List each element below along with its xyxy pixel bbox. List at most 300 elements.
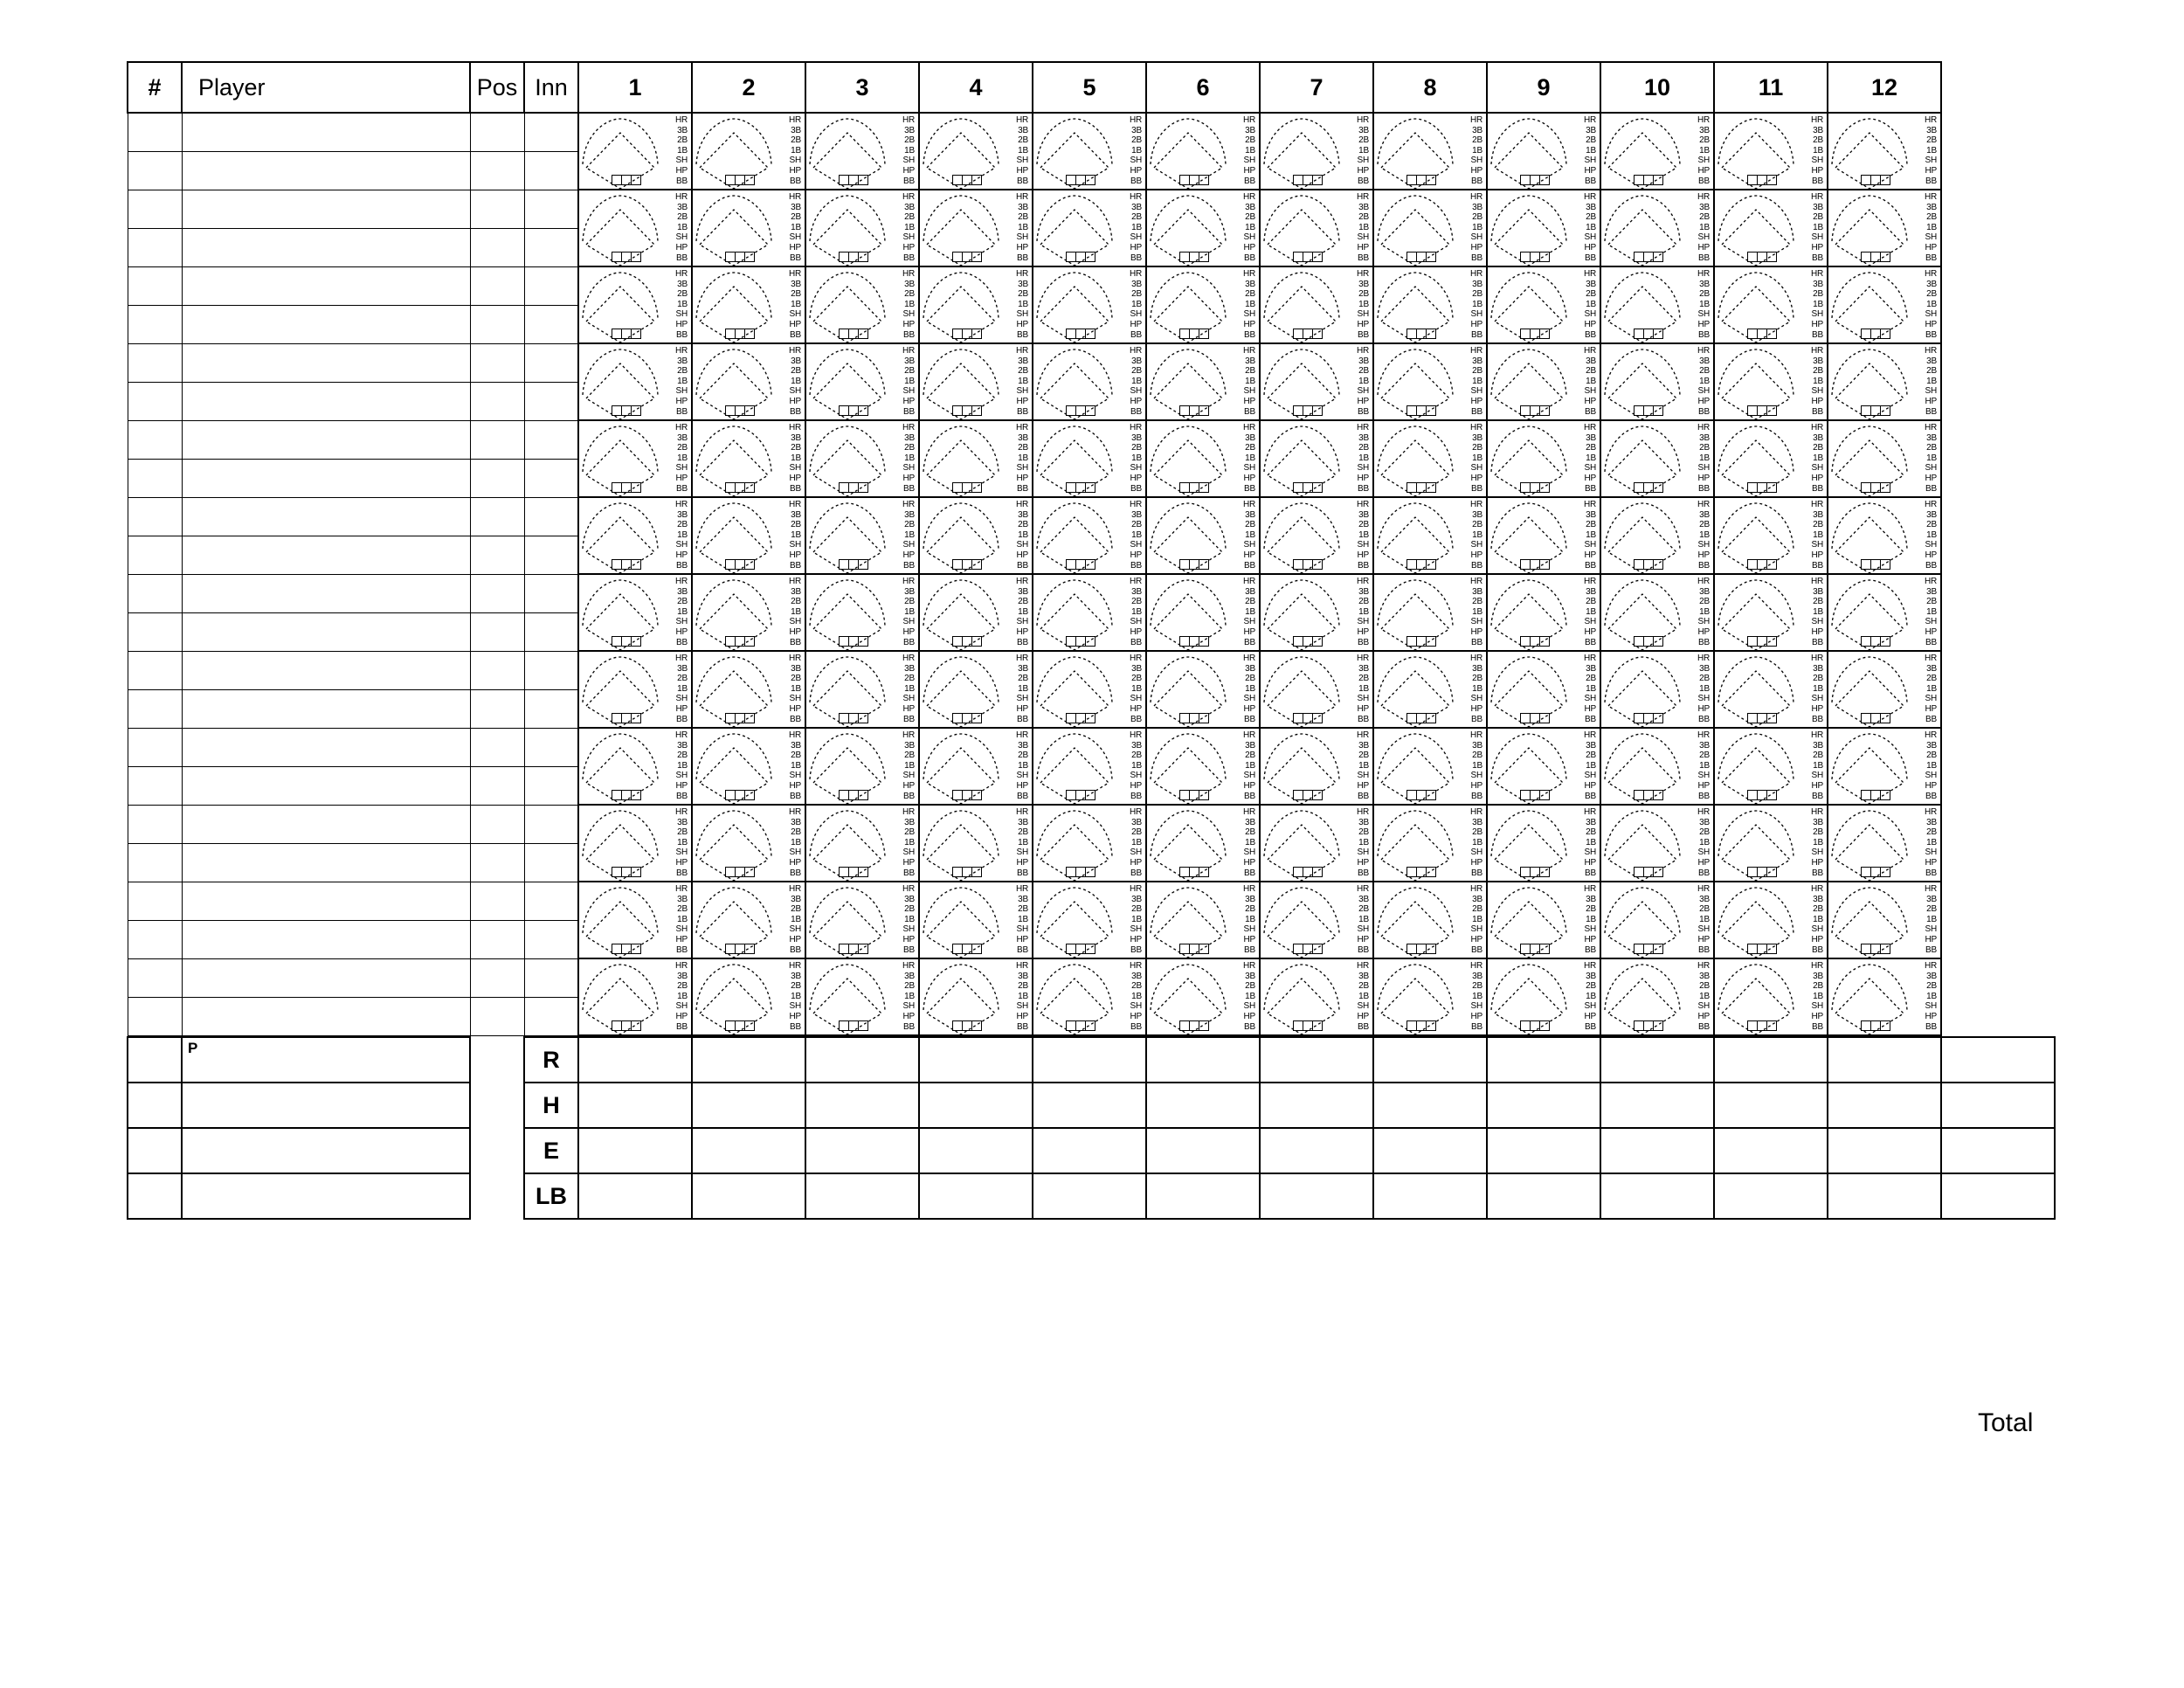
summary-inning-cell[interactable] xyxy=(1714,1083,1828,1128)
atbat-code-bb[interactable]: BB xyxy=(1471,944,1482,955)
atbat-code-1b[interactable]: 1B xyxy=(904,760,915,771)
summary-inning-cell[interactable] xyxy=(1260,1128,1373,1173)
atbat-code-3b[interactable]: 3B xyxy=(1699,740,1710,751)
atbat-code-hp[interactable]: HP xyxy=(1130,473,1142,483)
atbat-code-hr[interactable]: HR xyxy=(674,500,688,509)
atbat-cell[interactable] xyxy=(1600,113,1714,190)
atbat-code-hr[interactable]: HR xyxy=(674,730,688,740)
atbat-code-bb[interactable]: BB xyxy=(1812,406,1823,417)
atbat-code-bb[interactable]: BB xyxy=(1471,1021,1482,1032)
out-box[interactable] xyxy=(1426,1020,1436,1031)
atbat-cell[interactable] xyxy=(578,805,692,882)
atbat-code-hr[interactable]: HR xyxy=(1129,730,1142,740)
atbat-cell[interactable] xyxy=(1373,343,1487,420)
atbat-code-hr[interactable]: HR xyxy=(674,423,688,432)
out-box[interactable] xyxy=(971,329,982,339)
atbat-code-bb[interactable]: BB xyxy=(1130,944,1142,955)
atbat-code-3b[interactable]: 3B xyxy=(677,586,688,597)
out-box[interactable] xyxy=(1199,636,1209,647)
summary-inning-cell[interactable] xyxy=(692,1128,805,1173)
summary-inning-cell[interactable] xyxy=(1600,1173,1714,1219)
atbat-code-3b[interactable]: 3B xyxy=(677,740,688,751)
atbat-code-2b[interactable]: 2B xyxy=(1472,827,1482,838)
atbat-code-hr[interactable]: HR xyxy=(1469,115,1482,125)
atbat-cell[interactable] xyxy=(1600,882,1714,958)
atbat-code-3b[interactable]: 3B xyxy=(1358,125,1369,135)
atbat-code-1b[interactable]: 1B xyxy=(1926,453,1937,463)
atbat-code-bb[interactable]: BB xyxy=(1925,944,1937,955)
atbat-cell[interactable] xyxy=(1146,266,1260,343)
out-box[interactable] xyxy=(631,944,641,954)
atbat-code-3b[interactable]: 3B xyxy=(1018,432,1028,443)
atbat-code-3b[interactable]: 3B xyxy=(1018,663,1028,674)
player-inn-field[interactable] xyxy=(524,382,578,420)
out-box[interactable] xyxy=(1653,944,1663,954)
atbat-code-2b[interactable]: 2B xyxy=(791,981,801,992)
out-box[interactable] xyxy=(1880,175,1890,185)
out-box[interactable] xyxy=(1199,329,1209,339)
atbat-code-bb[interactable]: BB xyxy=(676,483,688,494)
out-box[interactable] xyxy=(1426,405,1436,416)
player-inn-field[interactable] xyxy=(524,882,578,920)
atbat-code-hr[interactable]: HR xyxy=(1810,423,1823,432)
atbat-cell[interactable] xyxy=(1146,190,1260,266)
atbat-code-bb[interactable]: BB xyxy=(676,868,688,878)
atbat-code-hr[interactable]: HR xyxy=(902,654,915,663)
atbat-code-2b[interactable]: 2B xyxy=(1926,827,1937,838)
atbat-code-hr[interactable]: HR xyxy=(788,192,801,202)
atbat-code-bb[interactable]: BB xyxy=(1358,329,1369,340)
atbat-code-bb[interactable]: BB xyxy=(676,944,688,955)
atbat-code-hp[interactable]: HP xyxy=(1584,934,1596,944)
atbat-code-2b[interactable]: 2B xyxy=(1358,981,1369,992)
atbat-code-hp[interactable]: HP xyxy=(675,319,688,329)
atbat-code-hp[interactable]: HP xyxy=(789,396,801,406)
atbat-code-sh[interactable]: SH xyxy=(675,309,688,320)
atbat-code-3b[interactable]: 3B xyxy=(1472,202,1482,212)
out-box[interactable] xyxy=(631,636,641,647)
atbat-code-2b[interactable]: 2B xyxy=(1245,597,1255,607)
atbat-code-sh[interactable]: SH xyxy=(1243,847,1255,858)
atbat-code-hr[interactable]: HR xyxy=(1242,500,1255,509)
atbat-code-bb[interactable]: BB xyxy=(1585,868,1596,878)
summary-inning-cell[interactable] xyxy=(1600,1083,1714,1128)
atbat-code-hp[interactable]: HP xyxy=(1016,165,1028,176)
atbat-code-bb[interactable]: BB xyxy=(1017,791,1028,801)
atbat-cell[interactable] xyxy=(1600,266,1714,343)
atbat-code-2b[interactable]: 2B xyxy=(1131,289,1142,300)
atbat-code-3b[interactable]: 3B xyxy=(1926,279,1937,289)
atbat-code-bb[interactable]: BB xyxy=(1812,791,1823,801)
atbat-code-3b[interactable]: 3B xyxy=(1699,663,1710,674)
atbat-cell[interactable] xyxy=(578,497,692,574)
out-box[interactable] xyxy=(1653,636,1663,647)
player-number-field[interactable] xyxy=(128,920,182,958)
atbat-code-bb[interactable]: BB xyxy=(1017,637,1028,647)
atbat-code-hr[interactable]: HR xyxy=(1015,269,1028,279)
atbat-code-sh[interactable]: SH xyxy=(1811,540,1823,550)
atbat-code-sh[interactable]: SH xyxy=(675,924,688,935)
atbat-code-hr[interactable]: HR xyxy=(1810,654,1823,663)
atbat-code-2b[interactable]: 2B xyxy=(1586,597,1596,607)
atbat-code-hp[interactable]: HP xyxy=(1470,473,1482,483)
atbat-code-3b[interactable]: 3B xyxy=(1699,432,1710,443)
atbat-code-hp[interactable]: HP xyxy=(1811,165,1823,176)
player-inn-field[interactable] xyxy=(524,920,578,958)
atbat-code-bb[interactable]: BB xyxy=(1130,637,1142,647)
player-name-field[interactable] xyxy=(182,612,470,651)
atbat-code-hp[interactable]: HP xyxy=(1470,396,1482,406)
atbat-code-hr[interactable]: HR xyxy=(1129,192,1142,202)
atbat-code-1b[interactable]: 1B xyxy=(1131,145,1142,156)
atbat-code-sh[interactable]: SH xyxy=(1130,771,1142,781)
out-box[interactable] xyxy=(631,175,641,185)
out-box[interactable] xyxy=(744,559,755,570)
atbat-code-3b[interactable]: 3B xyxy=(1018,894,1028,904)
out-box[interactable] xyxy=(1085,713,1095,723)
summary-inning-cell[interactable] xyxy=(1146,1083,1260,1128)
atbat-code-bb[interactable]: BB xyxy=(1585,406,1596,417)
atbat-cell[interactable] xyxy=(1487,343,1600,420)
atbat-code-sh[interactable]: SH xyxy=(789,771,801,781)
atbat-cell[interactable] xyxy=(1714,574,1828,651)
atbat-code-1b[interactable]: 1B xyxy=(904,837,915,847)
out-box[interactable] xyxy=(1426,175,1436,185)
atbat-code-hp[interactable]: HP xyxy=(1584,703,1596,714)
atbat-code-sh[interactable]: SH xyxy=(1357,463,1369,474)
atbat-code-2b[interactable]: 2B xyxy=(677,674,688,684)
atbat-cell[interactable] xyxy=(1260,497,1373,574)
atbat-code-1b[interactable]: 1B xyxy=(677,376,688,386)
atbat-code-bb[interactable]: BB xyxy=(1244,944,1255,955)
player-name-field[interactable] xyxy=(182,882,470,920)
atbat-code-sh[interactable]: SH xyxy=(1130,386,1142,397)
atbat-code-hp[interactable]: HP xyxy=(902,857,915,868)
atbat-cell[interactable] xyxy=(1714,190,1828,266)
atbat-cell[interactable] xyxy=(692,574,805,651)
atbat-code-1b[interactable]: 1B xyxy=(791,376,801,386)
atbat-code-hr[interactable]: HR xyxy=(1469,192,1482,202)
atbat-code-2b[interactable]: 2B xyxy=(904,981,915,992)
atbat-code-3b[interactable]: 3B xyxy=(1699,971,1710,981)
atbat-code-1b[interactable]: 1B xyxy=(1018,222,1028,232)
atbat-code-bb[interactable]: BB xyxy=(1244,329,1255,340)
atbat-code-bb[interactable]: BB xyxy=(790,406,801,417)
atbat-code-sh[interactable]: SH xyxy=(1697,309,1710,320)
atbat-code-3b[interactable]: 3B xyxy=(1131,509,1142,520)
out-box[interactable] xyxy=(1539,636,1550,647)
atbat-code-sh[interactable]: SH xyxy=(789,156,801,166)
atbat-cell[interactable] xyxy=(1373,266,1487,343)
atbat-code-2b[interactable]: 2B xyxy=(904,289,915,300)
atbat-cell[interactable] xyxy=(1600,343,1714,420)
atbat-code-bb[interactable]: BB xyxy=(1925,560,1937,571)
atbat-code-hr[interactable]: HR xyxy=(1242,961,1255,971)
atbat-code-bb[interactable]: BB xyxy=(1812,714,1823,724)
atbat-code-sh[interactable]: SH xyxy=(1243,1001,1255,1012)
atbat-code-hp[interactable]: HP xyxy=(675,934,688,944)
atbat-code-sh[interactable]: SH xyxy=(1584,540,1596,550)
atbat-code-hr[interactable]: HR xyxy=(1924,500,1937,509)
atbat-code-sh[interactable]: SH xyxy=(1357,847,1369,858)
atbat-code-3b[interactable]: 3B xyxy=(1131,586,1142,597)
atbat-code-1b[interactable]: 1B xyxy=(1245,914,1255,924)
atbat-code-sh[interactable]: SH xyxy=(1811,463,1823,474)
atbat-code-1b[interactable]: 1B xyxy=(1472,453,1482,463)
atbat-code-hp[interactable]: HP xyxy=(1130,396,1142,406)
atbat-cell[interactable] xyxy=(1714,958,1828,1035)
atbat-code-sh[interactable]: SH xyxy=(902,771,915,781)
atbat-code-2b[interactable]: 2B xyxy=(1926,366,1937,377)
atbat-code-2b[interactable]: 2B xyxy=(904,212,915,223)
atbat-code-hp[interactable]: HP xyxy=(1016,396,1028,406)
atbat-code-3b[interactable]: 3B xyxy=(677,971,688,981)
atbat-code-sh[interactable]: SH xyxy=(675,847,688,858)
atbat-code-2b[interactable]: 2B xyxy=(1472,904,1482,915)
atbat-code-2b[interactable]: 2B xyxy=(1131,674,1142,684)
player-name-field[interactable] xyxy=(182,497,470,536)
atbat-code-2b[interactable]: 2B xyxy=(1018,443,1028,453)
atbat-code-sh[interactable]: SH xyxy=(1016,847,1028,858)
atbat-code-1b[interactable]: 1B xyxy=(1699,837,1710,847)
atbat-code-sh[interactable]: SH xyxy=(1243,924,1255,935)
atbat-code-hp[interactable]: HP xyxy=(1811,626,1823,637)
atbat-cell[interactable] xyxy=(1146,882,1260,958)
atbat-code-hr[interactable]: HR xyxy=(902,269,915,279)
atbat-code-hp[interactable]: HP xyxy=(1243,780,1255,791)
out-box[interactable] xyxy=(1312,944,1323,954)
atbat-code-1b[interactable]: 1B xyxy=(1472,683,1482,694)
atbat-code-2b[interactable]: 2B xyxy=(677,597,688,607)
atbat-cell[interactable] xyxy=(1487,882,1600,958)
atbat-code-3b[interactable]: 3B xyxy=(1699,894,1710,904)
player-inn-field[interactable] xyxy=(524,574,578,612)
atbat-cell[interactable] xyxy=(1146,420,1260,497)
atbat-code-1b[interactable]: 1B xyxy=(1245,453,1255,463)
atbat-code-3b[interactable]: 3B xyxy=(1586,279,1596,289)
atbat-code-sh[interactable]: SH xyxy=(1584,847,1596,858)
atbat-code-hr[interactable]: HR xyxy=(1810,192,1823,202)
atbat-code-2b[interactable]: 2B xyxy=(1586,520,1596,530)
atbat-code-3b[interactable]: 3B xyxy=(904,663,915,674)
atbat-code-3b[interactable]: 3B xyxy=(791,740,801,751)
atbat-code-sh[interactable]: SH xyxy=(1811,1001,1823,1012)
atbat-code-bb[interactable]: BB xyxy=(1244,791,1255,801)
atbat-code-1b[interactable]: 1B xyxy=(1358,222,1369,232)
atbat-code-3b[interactable]: 3B xyxy=(1131,432,1142,443)
out-box[interactable] xyxy=(1880,482,1890,493)
atbat-code-1b[interactable]: 1B xyxy=(1586,606,1596,617)
atbat-code-bb[interactable]: BB xyxy=(1358,253,1369,263)
atbat-code-3b[interactable]: 3B xyxy=(1131,202,1142,212)
atbat-code-hr[interactable]: HR xyxy=(1015,654,1028,663)
atbat-code-3b[interactable]: 3B xyxy=(1813,740,1823,751)
atbat-code-3b[interactable]: 3B xyxy=(1586,971,1596,981)
atbat-code-1b[interactable]: 1B xyxy=(1245,606,1255,617)
atbat-code-hr[interactable]: HR xyxy=(674,269,688,279)
atbat-code-3b[interactable]: 3B xyxy=(1018,125,1028,135)
atbat-code-bb[interactable]: BB xyxy=(1130,406,1142,417)
atbat-code-hr[interactable]: HR xyxy=(1242,346,1255,356)
atbat-code-hp[interactable]: HP xyxy=(1925,626,1937,637)
summary-inning-cell[interactable] xyxy=(1260,1037,1373,1083)
out-box[interactable] xyxy=(1766,636,1777,647)
atbat-code-1b[interactable]: 1B xyxy=(1586,145,1596,156)
atbat-code-hp[interactable]: HP xyxy=(902,934,915,944)
atbat-code-1b[interactable]: 1B xyxy=(1813,606,1823,617)
out-box[interactable] xyxy=(631,482,641,493)
atbat-code-sh[interactable]: SH xyxy=(1130,232,1142,243)
out-box[interactable] xyxy=(744,1020,755,1031)
atbat-code-hp[interactable]: HP xyxy=(1584,396,1596,406)
atbat-code-2b[interactable]: 2B xyxy=(1926,674,1937,684)
atbat-code-hp[interactable]: HP xyxy=(1811,703,1823,714)
atbat-code-2b[interactable]: 2B xyxy=(1586,212,1596,223)
atbat-cell[interactable] xyxy=(1487,805,1600,882)
atbat-code-hp[interactable]: HP xyxy=(1243,934,1255,944)
atbat-code-hp[interactable]: HP xyxy=(789,319,801,329)
atbat-code-1b[interactable]: 1B xyxy=(1358,529,1369,540)
atbat-cell[interactable] xyxy=(1033,574,1146,651)
atbat-code-bb[interactable]: BB xyxy=(676,714,688,724)
atbat-code-hr[interactable]: HR xyxy=(1129,115,1142,125)
atbat-code-hr[interactable]: HR xyxy=(788,654,801,663)
out-box[interactable] xyxy=(1085,329,1095,339)
atbat-code-bb[interactable]: BB xyxy=(1358,714,1369,724)
atbat-code-3b[interactable]: 3B xyxy=(1245,740,1255,751)
atbat-code-bb[interactable]: BB xyxy=(1698,1021,1710,1032)
atbat-code-hr[interactable]: HR xyxy=(1924,115,1937,125)
atbat-code-1b[interactable]: 1B xyxy=(1245,145,1255,156)
out-box[interactable] xyxy=(1426,867,1436,877)
atbat-code-bb[interactable]: BB xyxy=(1244,637,1255,647)
atbat-code-hr[interactable]: HR xyxy=(1697,115,1710,125)
atbat-code-hr[interactable]: HR xyxy=(1356,730,1369,740)
atbat-code-hp[interactable]: HP xyxy=(675,626,688,637)
player-inn-field[interactable] xyxy=(524,612,578,651)
atbat-code-hr[interactable]: HR xyxy=(1924,730,1937,740)
atbat-cell[interactable] xyxy=(1714,113,1828,190)
out-box[interactable] xyxy=(1199,405,1209,416)
atbat-code-bb[interactable]: BB xyxy=(903,406,915,417)
atbat-code-hp[interactable]: HP xyxy=(789,626,801,637)
atbat-code-3b[interactable]: 3B xyxy=(1586,817,1596,827)
atbat-code-hr[interactable]: HR xyxy=(1356,346,1369,356)
atbat-code-sh[interactable]: SH xyxy=(1925,694,1937,704)
out-box[interactable] xyxy=(1199,252,1209,262)
atbat-code-1b[interactable]: 1B xyxy=(791,299,801,309)
atbat-code-hp[interactable]: HP xyxy=(1925,319,1937,329)
atbat-code-2b[interactable]: 2B xyxy=(1926,751,1937,761)
atbat-code-3b[interactable]: 3B xyxy=(1131,663,1142,674)
atbat-code-hr[interactable]: HR xyxy=(1129,423,1142,432)
atbat-code-2b[interactable]: 2B xyxy=(904,674,915,684)
player-number-field[interactable] xyxy=(128,843,182,882)
atbat-code-2b[interactable]: 2B xyxy=(791,212,801,223)
atbat-code-bb[interactable]: BB xyxy=(1812,1021,1823,1032)
atbat-code-hr[interactable]: HR xyxy=(1697,654,1710,663)
atbat-cell[interactable] xyxy=(1146,497,1260,574)
atbat-code-bb[interactable]: BB xyxy=(1698,253,1710,263)
atbat-code-2b[interactable]: 2B xyxy=(1699,827,1710,838)
atbat-code-bb[interactable]: BB xyxy=(1244,483,1255,494)
summary-inning-cell[interactable] xyxy=(578,1083,692,1128)
atbat-code-hr[interactable]: HR xyxy=(1469,346,1482,356)
atbat-cell[interactable] xyxy=(919,113,1033,190)
out-box[interactable] xyxy=(971,867,982,877)
atbat-code-3b[interactable]: 3B xyxy=(1245,432,1255,443)
atbat-code-bb[interactable]: BB xyxy=(903,253,915,263)
atbat-code-hp[interactable]: HP xyxy=(1470,934,1482,944)
atbat-code-1b[interactable]: 1B xyxy=(1358,991,1369,1001)
atbat-code-3b[interactable]: 3B xyxy=(1586,356,1596,366)
atbat-code-hp[interactable]: HP xyxy=(675,473,688,483)
summary-inning-cell[interactable] xyxy=(1146,1037,1260,1083)
atbat-code-1b[interactable]: 1B xyxy=(791,683,801,694)
atbat-code-2b[interactable]: 2B xyxy=(1699,520,1710,530)
atbat-code-2b[interactable]: 2B xyxy=(1586,751,1596,761)
player-name-field[interactable] xyxy=(182,920,470,958)
atbat-code-1b[interactable]: 1B xyxy=(1131,299,1142,309)
atbat-code-sh[interactable]: SH xyxy=(1584,386,1596,397)
atbat-code-1b[interactable]: 1B xyxy=(677,299,688,309)
atbat-code-hp[interactable]: HP xyxy=(902,780,915,791)
atbat-code-bb[interactable]: BB xyxy=(1017,944,1028,955)
out-box[interactable] xyxy=(971,636,982,647)
out-box[interactable] xyxy=(744,329,755,339)
atbat-code-bb[interactable]: BB xyxy=(1698,791,1710,801)
atbat-code-sh[interactable]: SH xyxy=(1925,232,1937,243)
atbat-code-hp[interactable]: HP xyxy=(1357,242,1369,253)
player-number-field[interactable] xyxy=(128,805,182,843)
atbat-code-1b[interactable]: 1B xyxy=(677,222,688,232)
atbat-code-sh[interactable]: SH xyxy=(1584,1001,1596,1012)
out-box[interactable] xyxy=(631,252,641,262)
atbat-code-2b[interactable]: 2B xyxy=(1018,289,1028,300)
atbat-code-1b[interactable]: 1B xyxy=(904,222,915,232)
out-box[interactable] xyxy=(1766,559,1777,570)
atbat-code-hp[interactable]: HP xyxy=(1584,626,1596,637)
out-box[interactable] xyxy=(1766,175,1777,185)
atbat-code-1b[interactable]: 1B xyxy=(1358,453,1369,463)
atbat-code-3b[interactable]: 3B xyxy=(1245,586,1255,597)
atbat-code-2b[interactable]: 2B xyxy=(1472,212,1482,223)
out-box[interactable] xyxy=(1085,1020,1095,1031)
atbat-code-hr[interactable]: HR xyxy=(1469,884,1482,894)
atbat-code-hr[interactable]: HR xyxy=(1242,192,1255,202)
atbat-code-hp[interactable]: HP xyxy=(675,703,688,714)
atbat-code-2b[interactable]: 2B xyxy=(677,751,688,761)
atbat-code-bb[interactable]: BB xyxy=(1925,483,1937,494)
atbat-code-1b[interactable]: 1B xyxy=(1018,145,1028,156)
atbat-code-2b[interactable]: 2B xyxy=(1245,289,1255,300)
summary-inning-cell[interactable] xyxy=(692,1173,805,1219)
atbat-code-1b[interactable]: 1B xyxy=(677,760,688,771)
atbat-code-sh[interactable]: SH xyxy=(789,463,801,474)
player-name-field[interactable] xyxy=(182,343,470,382)
out-box[interactable] xyxy=(1653,867,1663,877)
atbat-code-hr[interactable]: HR xyxy=(1697,346,1710,356)
atbat-code-1b[interactable]: 1B xyxy=(1926,222,1937,232)
atbat-code-sh[interactable]: SH xyxy=(1925,463,1937,474)
summary-inning-cell[interactable] xyxy=(1260,1173,1373,1219)
atbat-code-bb[interactable]: BB xyxy=(1017,329,1028,340)
atbat-code-sh[interactable]: SH xyxy=(1925,617,1937,627)
atbat-code-2b[interactable]: 2B xyxy=(1472,674,1482,684)
atbat-cell[interactable] xyxy=(1260,113,1373,190)
player-name-field[interactable] xyxy=(182,805,470,843)
atbat-code-1b[interactable]: 1B xyxy=(1926,529,1937,540)
